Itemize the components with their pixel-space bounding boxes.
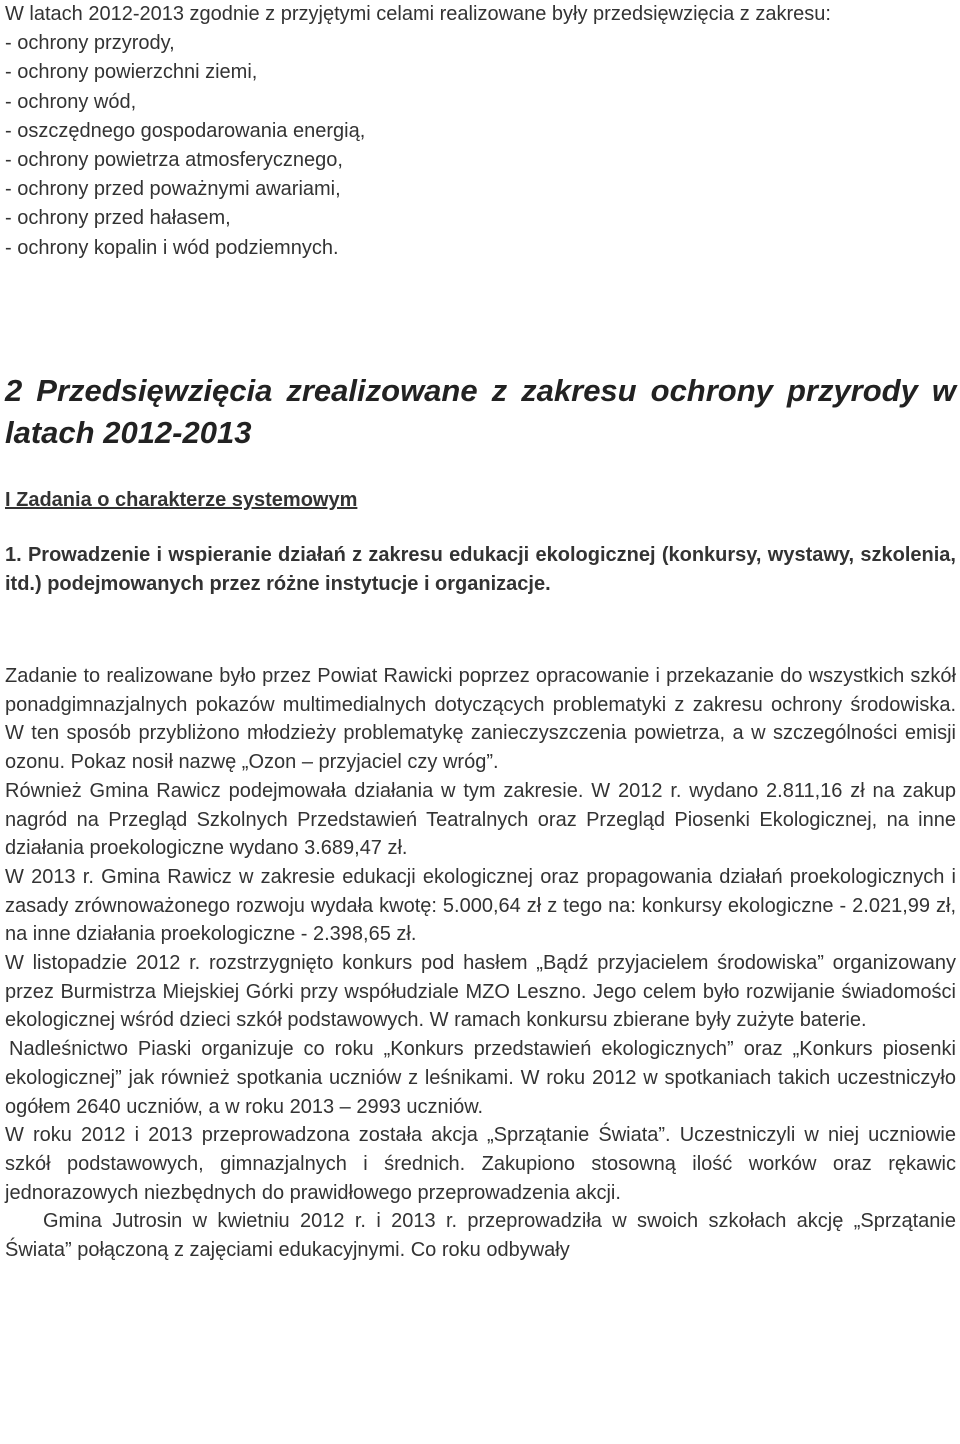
paragraph-powiat: Zadanie to realizowane było przez Powiat Rawicki poprzez opracowanie i przekazanie do wszystkich szkół ponadgimnazjalnych pokazów multimedialnych dotyczących problematyki z zakresu ochrony środowiska. W ten sposób przybliżono młodzieży problematykę zanieczyszczenia powietrza, a w szczególności emisji ozonu. Pokaz nosił nazwę „Ozon – przyjaciel czy wróg”. bbox=[5, 665, 956, 774]
body-text bbox=[5, 662, 956, 1265]
task-heading: 1. Prowadzenie i wspieranie działań z zakresu edukacji ekologicznej (konkursy, wystawy, szkolenia, itd.) podejmowanych przez różne instytucje i organizacje. bbox=[5, 544, 956, 596]
paragraph-miejska-gorka: W listopadzie 2012 r. rozstrzygnięto konkurs pod hasłem „Bądź przyjacielem środowiska” organizowany przez Burmistrza Miejskiej Górki przy współudziale MZO Leszno. Jego celem było rozwijanie świadomości ekologicznej wśród dzieci szkół podstawowych. W ramach konkursu zbierane były zużyte baterie. bbox=[5, 952, 956, 1032]
intro-first-line: W latach 2012-2013 zgodnie z przyjętymi celami realizowane były przedsięwzięcia z zakresu: bbox=[5, 3, 831, 25]
intro-list-item: - ochrony wód, bbox=[5, 90, 137, 113]
paragraph-rawicz-2012: Również Gmina Rawicz podejmowała działania w tym zakresie. W 2012 r. wydano 2.811,16 zł na zakup nagród na Przegląd Szkolnych Przedstawień Teatralnych oraz Przegląd Piosenki Ekologicznej, na inne działania proekologiczne wydano 3.689,47 zł. bbox=[5, 779, 956, 860]
intro-list-item: - ochrony przyrody, bbox=[5, 32, 175, 55]
intro-list-item: - ochrony przed poważnymi awariami, bbox=[5, 178, 341, 201]
intro-list-item: - ochrony powierzchni ziemi, bbox=[5, 61, 258, 84]
intro-list-item: - ochrony kopalin i wód podziemnych. bbox=[5, 236, 339, 259]
section-title: 2 Przedsięwzięcia zrealizowane z zakresu ochrony przyrody w latach 2012-2013 bbox=[5, 373, 956, 450]
document-page bbox=[5, 0, 956, 1262]
intro-list-item: - ochrony przed hałasem, bbox=[5, 207, 231, 230]
intro-block bbox=[5, 0, 956, 263]
paragraph-sprzatanie: W roku 2012 i 2013 przeprowadzona została akcja „Sprzątanie Świata”. Uczestniczyli w niej uczniowie szkół podstawowych, gimnazjalnych i średnich. Zakupiono stosowną ilość worków oraz rękawic jednorazowych niezbędnych do prawidłowego przeprowadzenia akcji. bbox=[5, 1124, 956, 1204]
paragraph-rawicz-2013: W 2013 r. Gmina Rawicz w zakresie edukacji ekologicznej oraz propagowania działań proekologicznych i zasady zrównoważonego rozwoju wydała kwotę: 5.000,64 zł z tego na: konkursy ekologiczne - 2.021,99 zł, na inne działania proekologiczne - 2.398,65 zł. bbox=[5, 865, 956, 946]
intro-list-item: - oszczędnego gospodarowania energią, bbox=[5, 119, 366, 142]
paragraph-jutrosin: Gmina Jutrosin w kwietniu 2012 r. i 2013 r. przeprowadziła w swoich szkołach akcję „Sprzątanie Świata” połączoną z zajęciami edukacyjnymi. Co roku odbywały bbox=[5, 1210, 956, 1262]
paragraph-piaski: Nadleśnictwo Piaski organizuje co roku „Konkurs przedstawień ekologicznych” oraz „Konkurs piosenki ekologicznej” jak również spotkania uczniów z leśnikami. W roku 2012 w spotkaniach takich uczestniczyło ogółem 2640 uczniów, a w roku 2013 – 2993 uczniów. bbox=[5, 1038, 956, 1118]
subsection-title: I Zadania o charakterze systemowym bbox=[5, 489, 358, 511]
intro-list-item: - ochrony powietrza atmosferycznego, bbox=[5, 149, 343, 172]
